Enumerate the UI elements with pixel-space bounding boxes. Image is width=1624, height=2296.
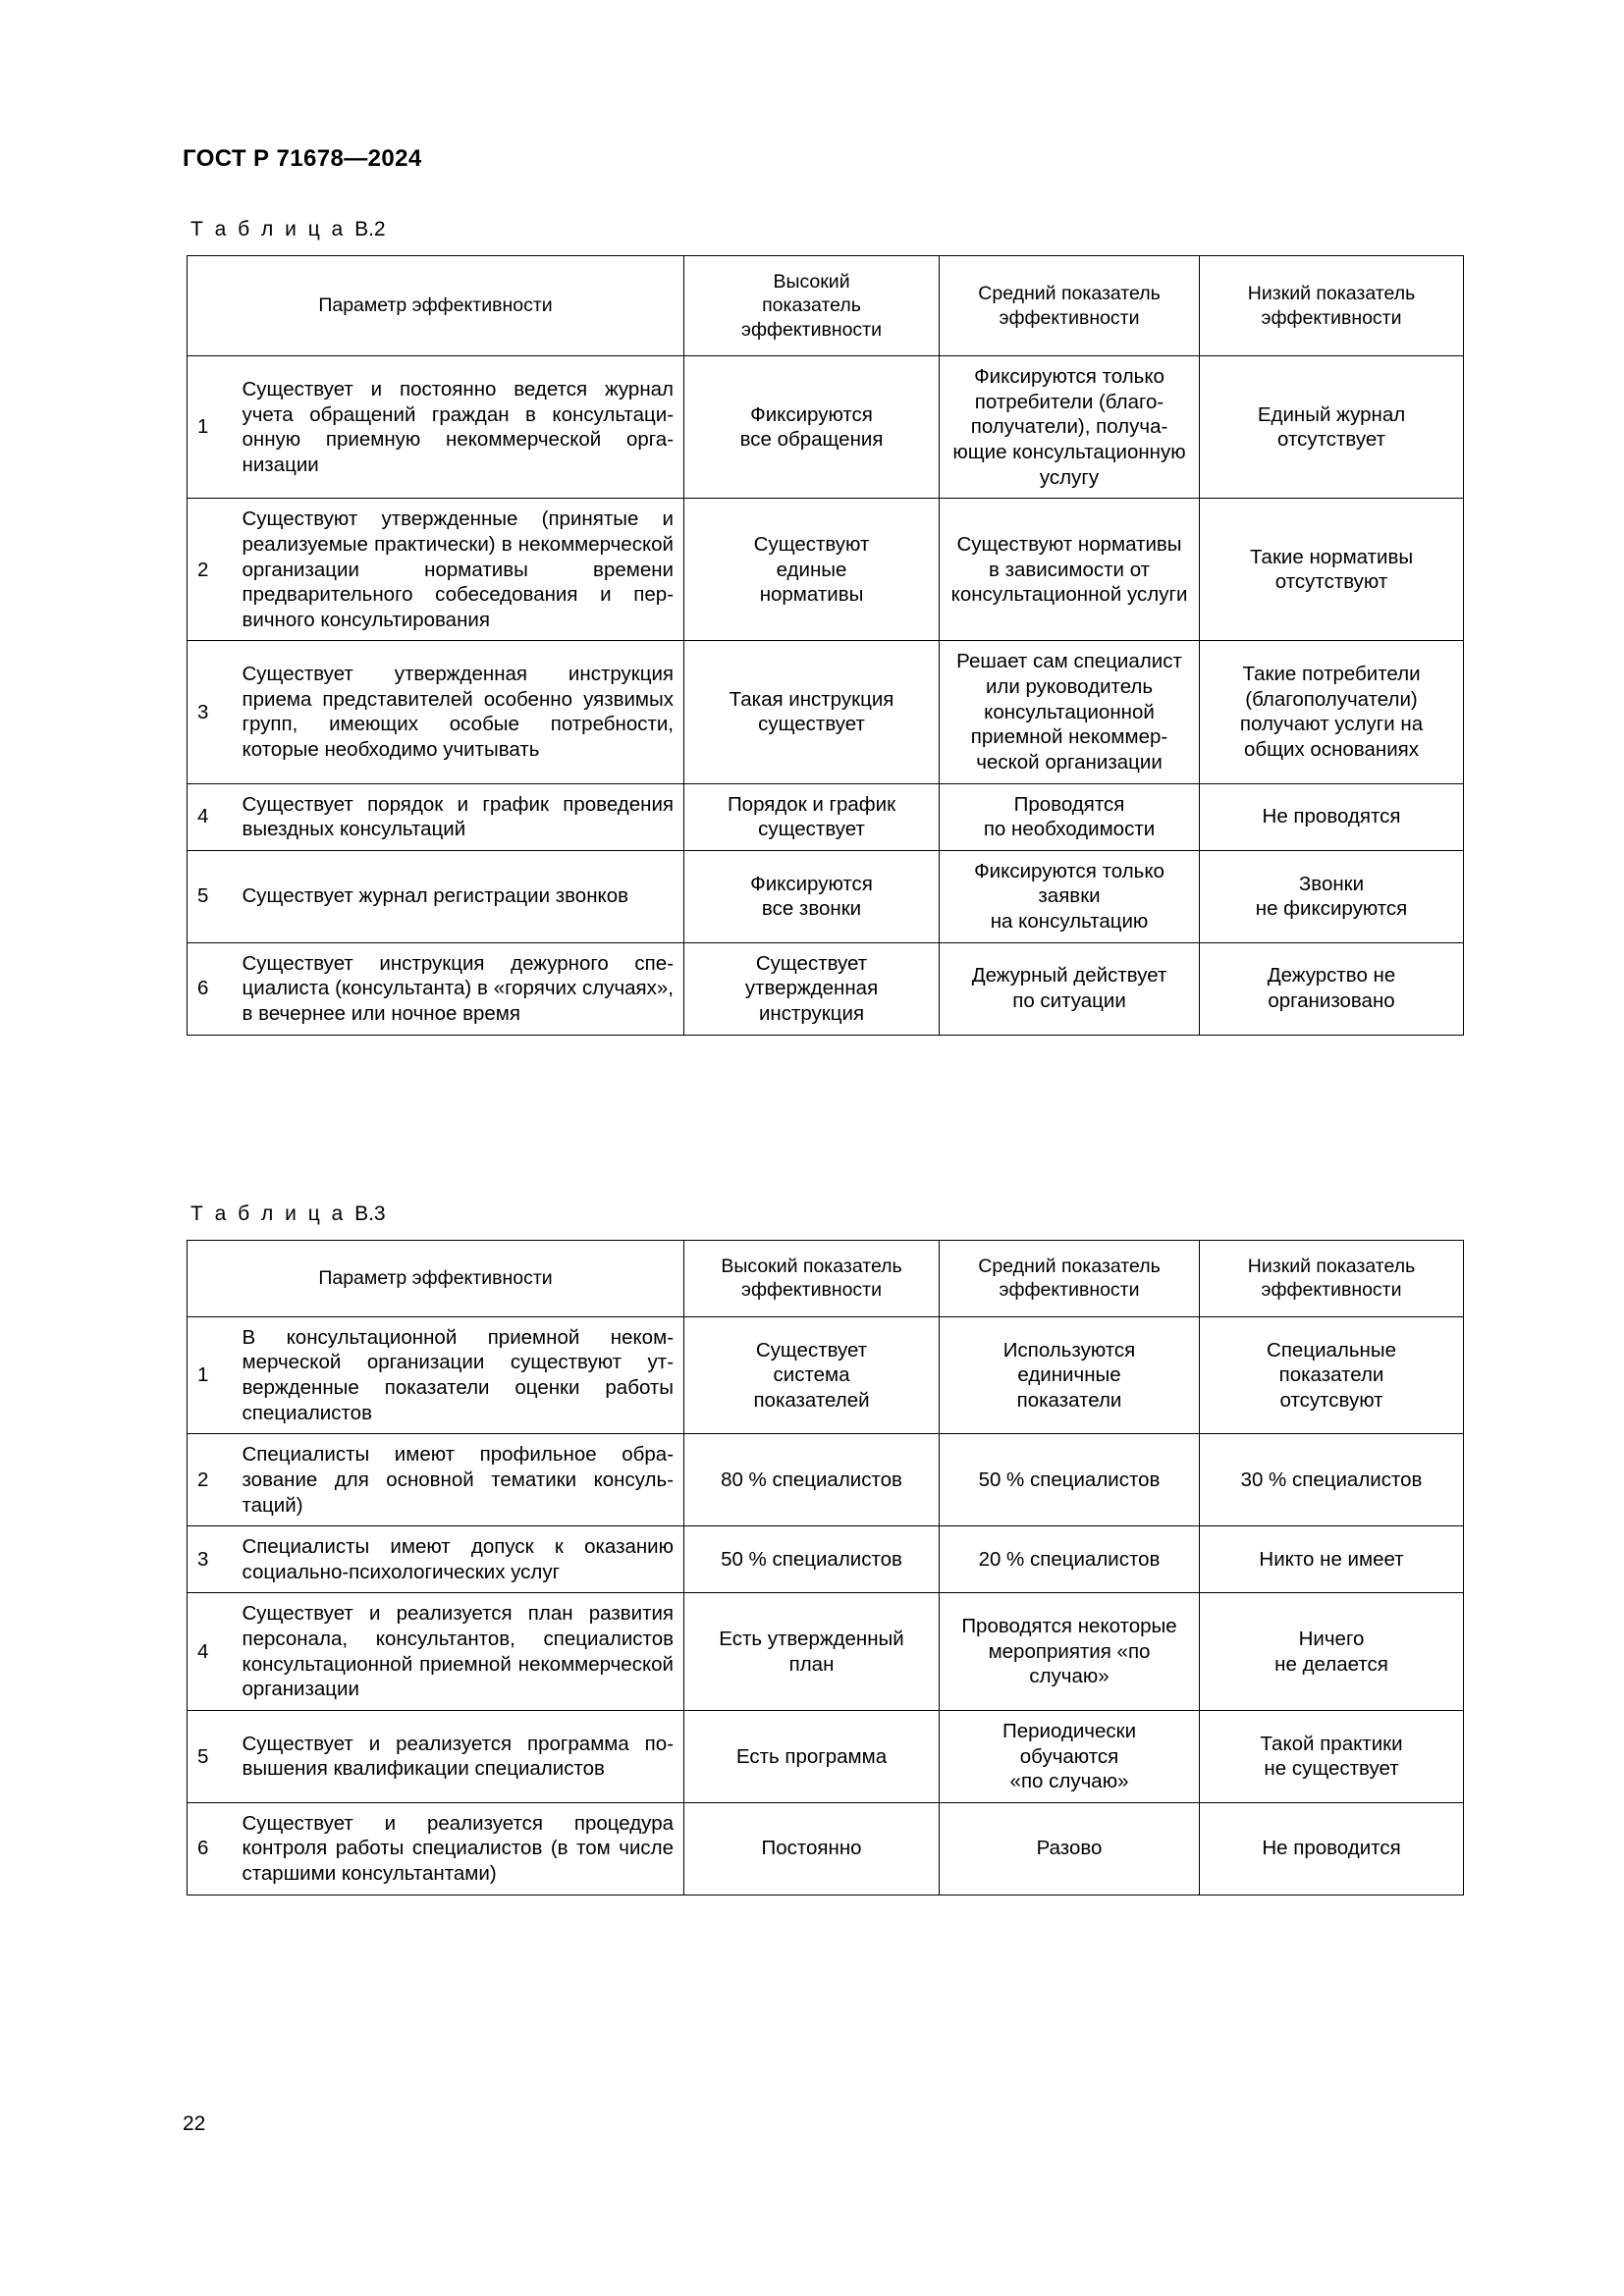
table-row xyxy=(188,499,1464,641)
row-low: Не проводятся xyxy=(1200,783,1464,850)
row-number: 5 xyxy=(188,1710,233,1802)
table-row xyxy=(188,1593,1464,1711)
table-b2-header-low-line2: эффективности xyxy=(1261,306,1402,329)
table-b2-header-high-line1: Высокий xyxy=(773,271,850,293)
row-high: Постоянно xyxy=(684,1802,940,1895)
table-row xyxy=(188,1802,1464,1895)
row-number: 6 xyxy=(188,942,233,1035)
row-param: Специалисты имеют профильное образование для основной тематики консультаций) xyxy=(233,1434,684,1526)
table-b3-body xyxy=(188,1316,1464,1895)
table-b2-header-param: Параметр эффективности xyxy=(188,256,684,356)
row-number: 4 xyxy=(188,783,233,850)
table-b2-header-high-line3: эффективности xyxy=(741,318,883,341)
row-param: Существует инструкция дежурного специалиста (консультанта) в «горячих случаях», в вечернее или ночное время xyxy=(233,942,684,1035)
row-number: 3 xyxy=(188,641,233,783)
table-b2-head xyxy=(188,256,1464,356)
table-b2-caption xyxy=(187,218,1463,241)
table-b2-caption-label: Т а б л и ц а xyxy=(190,218,347,240)
row-low: 30 % специалистов xyxy=(1200,1434,1464,1526)
row-param: Существуют утвержденные (принятые и реализуемые практически) в некоммерческой организации нормативы времени предварительного собеседования и первичного консультирования xyxy=(233,499,684,641)
table-row xyxy=(188,1526,1464,1593)
page-number: 22 xyxy=(183,2112,206,2135)
row-high: Есть утвержденный план xyxy=(684,1593,940,1711)
table-row xyxy=(188,641,1464,783)
table-b3-header-high-line1: Высокий показатель xyxy=(721,1255,902,1277)
table-row xyxy=(188,1316,1464,1434)
row-mid: Периодически обучаются «по случаю» xyxy=(940,1710,1200,1802)
table-row xyxy=(188,850,1464,942)
row-low: Специальные показатели отсутсвуют xyxy=(1200,1316,1464,1434)
row-mid: Используются единичные показатели xyxy=(940,1316,1200,1434)
table-b3-header-param: Параметр эффективности xyxy=(188,1241,684,1317)
row-param: Существует и постоянно ведется журнал учета обращений граждан в консультационную приемную некоммерческой организации xyxy=(233,356,684,499)
table-b3-header-low-line1: Низкий показатель xyxy=(1247,1255,1416,1277)
table-b3 xyxy=(187,1240,1464,1896)
row-high: Такая инструкция существует xyxy=(684,641,940,783)
table-row xyxy=(188,356,1464,499)
row-number: 1 xyxy=(188,1316,233,1434)
row-number: 1 xyxy=(188,356,233,499)
row-param: Специалисты имеют допуск к оказанию социально-психологических услуг xyxy=(233,1526,684,1593)
row-param: Существует и реализуется план развития персонала, консультантов, специалистов консультационной приемной некоммерческой организации xyxy=(233,1593,684,1711)
row-low: Звонки не фиксируются xyxy=(1200,850,1464,942)
row-low: Такой практики не существует xyxy=(1200,1710,1464,1802)
table-b2-header-mid xyxy=(940,256,1200,356)
table-b2-header-row xyxy=(188,256,1464,356)
table-b3-header-mid-line2: эффективности xyxy=(999,1279,1140,1302)
row-high: Существует утвержденная инструкция xyxy=(684,942,940,1035)
table-b3-header-low-line2: эффективности xyxy=(1261,1279,1402,1302)
row-param: Существует порядок и график проведения выездных консультаций xyxy=(233,783,684,850)
row-number: 3 xyxy=(188,1526,233,1593)
row-high: Фиксируются все звонки xyxy=(684,850,940,942)
row-mid: 50 % специалистов xyxy=(940,1434,1200,1526)
row-high: Есть программа xyxy=(684,1710,940,1802)
row-number: 5 xyxy=(188,850,233,942)
table-b3-caption-number: В.3 xyxy=(354,1202,386,1225)
table-b2-header-low-line1: Низкий показатель xyxy=(1247,283,1416,305)
table-row xyxy=(188,1434,1464,1526)
row-number: 2 xyxy=(188,1434,233,1526)
row-low: Никто не имеет xyxy=(1200,1526,1464,1593)
table-b2-header-mid-line2: эффективности xyxy=(999,306,1140,329)
row-high: 50 % специалистов xyxy=(684,1526,940,1593)
table-b3-header-mid-line1: Средний показатель xyxy=(978,1255,1161,1277)
row-mid: Фиксируются только заявки на консультацию xyxy=(940,850,1200,942)
row-param: Существует журнал регистрации звонков xyxy=(233,850,684,942)
table-b2-caption-number: В.2 xyxy=(354,218,386,240)
document-header: ГОСТ Р 71678—2024 xyxy=(183,145,422,172)
row-low: Единый журнал отсутствует xyxy=(1200,356,1464,499)
row-high: Порядок и график существует xyxy=(684,783,940,850)
row-high: Существуют единые нормативы xyxy=(684,499,940,641)
row-high: Существует система показателей xyxy=(684,1316,940,1434)
table-b3-caption-label: Т а б л и ц а xyxy=(190,1202,347,1225)
row-mid: Разово xyxy=(940,1802,1200,1895)
table-b2-header-low xyxy=(1200,256,1464,356)
table-row xyxy=(188,1710,1464,1802)
table-b3-head xyxy=(188,1241,1464,1317)
row-mid: Существуют нормативы в зависимости от консультационной услуги xyxy=(940,499,1200,641)
row-number: 2 xyxy=(188,499,233,641)
row-mid: Фиксируются только потребители (благополучатели), получающие консультационную услугу xyxy=(940,356,1200,499)
row-mid: Решает сам специалист или руководитель консультационной приемной некоммерческой организации xyxy=(940,641,1200,783)
row-mid: Дежурный действует по ситуации xyxy=(940,942,1200,1035)
table-b3-header-high xyxy=(684,1241,940,1317)
row-low: Дежурство не организовано xyxy=(1200,942,1464,1035)
table-b2-header-mid-line1: Средний показатель xyxy=(978,283,1161,305)
table-b3-header-row xyxy=(188,1241,1464,1317)
table-b2-header-high-line2: показатель xyxy=(762,294,861,317)
row-number: 6 xyxy=(188,1802,233,1895)
row-low: Не проводится xyxy=(1200,1802,1464,1895)
table-b2-block xyxy=(187,218,1463,1036)
row-low: Такие нормативы отсутствуют xyxy=(1200,499,1464,641)
table-b2 xyxy=(187,255,1464,1036)
table-b3-header-high-line2: эффективности xyxy=(741,1279,883,1302)
row-high: 80 % специалистов xyxy=(684,1434,940,1526)
row-low: Ничего не делается xyxy=(1200,1593,1464,1711)
table-b2-header-high xyxy=(684,256,940,356)
row-param: В консультационной приемной некоммерческой организации существуют утвержденные показатели оценки работы специалистов xyxy=(233,1316,684,1434)
table-b3-header-mid xyxy=(940,1241,1200,1317)
table-row xyxy=(188,783,1464,850)
row-mid: Проводятся по необходимости xyxy=(940,783,1200,850)
row-low: Такие потребители (благополучатели) получают услуги на общих основаниях xyxy=(1200,641,1464,783)
row-number: 4 xyxy=(188,1593,233,1711)
row-mid: Проводятся некоторые мероприятия «по случаю» xyxy=(940,1593,1200,1711)
table-row xyxy=(188,942,1464,1035)
table-b2-body xyxy=(188,356,1464,1035)
table-b3-header-low xyxy=(1200,1241,1464,1317)
row-param: Существует утвержденная инструкция приема представителей особенно уязвимых групп, имеющих особые потребности, которые необходимо учитывать xyxy=(233,641,684,783)
row-mid: 20 % специалистов xyxy=(940,1526,1200,1593)
row-param: Существует и реализуется программа повышения квалификации специалистов xyxy=(233,1710,684,1802)
table-b3-caption xyxy=(187,1202,1463,1226)
row-high: Фиксируются все обращения xyxy=(684,356,940,499)
table-b3-block xyxy=(187,1202,1463,1896)
row-param: Существует и реализуется процедура контроля работы специалистов (в том числе старшими консультантами) xyxy=(233,1802,684,1895)
